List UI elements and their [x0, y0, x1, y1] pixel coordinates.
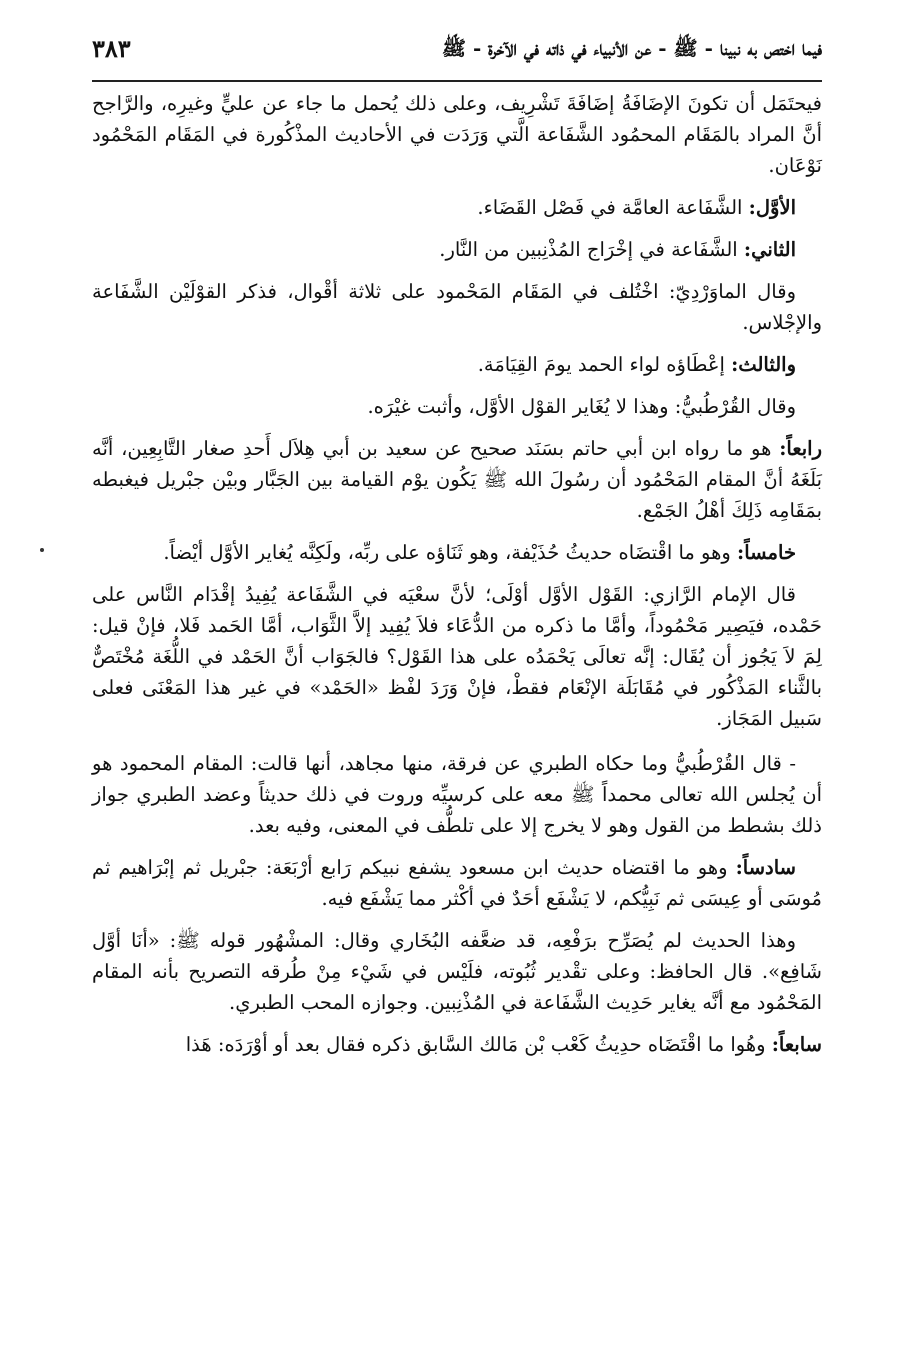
running-header [92, 28, 822, 82]
paragraph-lead: والثالث: [731, 353, 796, 376]
page [92, 28, 822, 1071]
paragraph-text: وهو ما اقتضاه حديث ابن مسعود يشفع نبيكم رَابع أرْبَعَة: جبْريل ثم إبْرَاهيم ثم مُوسَى أو عِيسَى ثم نَبِيُّكم، لا يَشْفَع أحَدٌ في أكْثر مما يَشْفَع فيه. [92, 856, 822, 910]
paragraph-text: إعْطَاؤه لواء الحمد يومَ القِيَامَة. [477, 353, 725, 376]
paragraph [92, 852, 822, 914]
paragraph-lead: سادساً: [735, 856, 797, 879]
paragraph-text: وهذا الحديث لم يُصَرِّح برَفْعِه، قد ضعَّفه البُخَاري وقال: المشْهُور قوله ﷺ: «أنَا أوَّل شَافِع». قال الحافظ: وعلى تقْدير ثُبُوته، فلَيْس في شَيْء مِنْ طُرقه التصريح بأنه المقام المَحْمُود مع أنَّه يغاير حَدِيث الشَّفَاعة في المُذْنِبين. وجوازه المحب الطبري. [92, 929, 822, 1014]
paragraph [92, 579, 822, 734]
paragraph [92, 1029, 822, 1060]
paragraph-text: الشَّفَاعة العامَّة في فَصْل القَضَاء. [477, 196, 743, 219]
body-text [92, 88, 822, 1060]
paragraph-text: - قال القُرْطُبيُّ وما حكاه الطبري عن فرقة، منها مجاهد، أنها قالت: المقام المحمود هو أن يُجلس الله تعالى محمداً ﷺ معه على كرسيِّه وروت في ذلك حديثاً وعضد الطبري جواز ذلك بشطط من القول وهو لا يخرج إلا على تلطُّف في المعنى، وفيه بعد. [92, 752, 822, 837]
paragraph-text: هو ما رواه ابن أبي حاتم بسَنَد صحيح عن سعيد بن أبي هِلاَل أَحدِ صغار التَّابِعِين، أنَّه بَلَغَهُ أنَّ المقام المَحْمُود أن رسُولَ الله ﷺ يَكُون يوْم القيامة بين الجَبَّار وبيْن جبْريل فيغبطه بمَقَامِه ذَلِكَ أهْلُ الجَمْع. [92, 437, 822, 522]
paragraph-text: الشَّفَاعة في إخْرَاج المُذْنِبين من النَّار. [439, 238, 738, 261]
paragraph [92, 276, 822, 338]
paragraph [92, 88, 822, 181]
page-number: ٣٨٣ [92, 34, 131, 63]
paragraph [92, 391, 822, 422]
paragraph-lead: خامساً: [737, 541, 796, 564]
paragraph-lead: الأوَّل: [748, 196, 796, 219]
paragraph [92, 234, 822, 265]
paragraph-lead: رابعاً: [779, 437, 822, 460]
paragraph-lead: سابعاً: [771, 1033, 822, 1056]
paragraph-text: قال الإمام الرَّازي: القَوْل الأوَّل أوْلَى؛ لأنَّ سعْيَه في الشَّفَاعة يُفِيدُ إقْدَام النَّاس على حَمْده، فيَصِير مَحْمُوداً، وأمَّا ما ذكره من الدُّعَاء فلاَ يُفِيد إلاَّ الثَّوَاب، أمَّا الحَمد فَلا، فإنْ قيل: لِمَ لاَ يَجُوز أن يُقَال: إنَّه تعالَى يَحْمَدُه على هذا القَوْل؟ فالجَوَاب أنَّ الحَمْد في اللُّغَة مُخْتَصٌّ بالثَّناء المَذْكُور في مُقَابَلَة الإنْعَام فقطْ، فإنْ وَرَدَ لفْظ «الحَمْد» في غير هذا المَعْنَى فعلى سَبيل المَجَاز. [92, 583, 822, 730]
paragraph [92, 192, 822, 223]
paragraph-text: وقال الماوَرْدِيّ: اخْتُلف في المَقَام المَحْمود على ثلاثة أقْوال، فذكر القوْلَيْن الشَّفَاعة والإجْلاس. [92, 280, 822, 334]
header-title: فيما اختص به نبينا - ﷺ - عن الأنبياء في ذاته في الآخرة - ﷺ [441, 36, 822, 60]
paragraph [92, 537, 822, 568]
stray-dot [40, 548, 44, 552]
paragraph-text: وهُوا ما اقْتَضَاه حدِيثُ كَعْب بْن مَالك السَّابق ذكره فقال بعد أو أوْرَدَه: هَذا [185, 1033, 766, 1056]
paragraph [92, 433, 822, 526]
paragraph [92, 748, 822, 841]
paragraph-text: وهو ما اقْتضَاه حديثُ حُذَيْفة، وهو ثَنَاؤه على ربِّه، ولَكِنَّه يُغاير الأوَّل أيْضاً. [163, 541, 731, 564]
paragraph [92, 349, 822, 380]
paragraph-lead: الثاني: [743, 238, 796, 261]
paragraph-text: وقال القُرْطُبيُّ: وهذا لا يُغَاير القوْل الأوَّل، وأثبت غيْرَه. [367, 395, 796, 418]
paragraph [92, 925, 822, 1018]
paragraph-text: فيحتَمَل أن تكونَ الإضَافَةُ إضَافَةَ تَشْرِيف، وعلى ذلك يُحمل ما جاء عن عليٍّ وغيرِه، والرَّاجح أنَّ المراد بالمَقَام المحمُود الشَّفَاعة الَّتي وَرَدَت في الأحاديث المذْكُورة في المَقَام المَحْمُود نَوْعَان. [92, 92, 822, 177]
